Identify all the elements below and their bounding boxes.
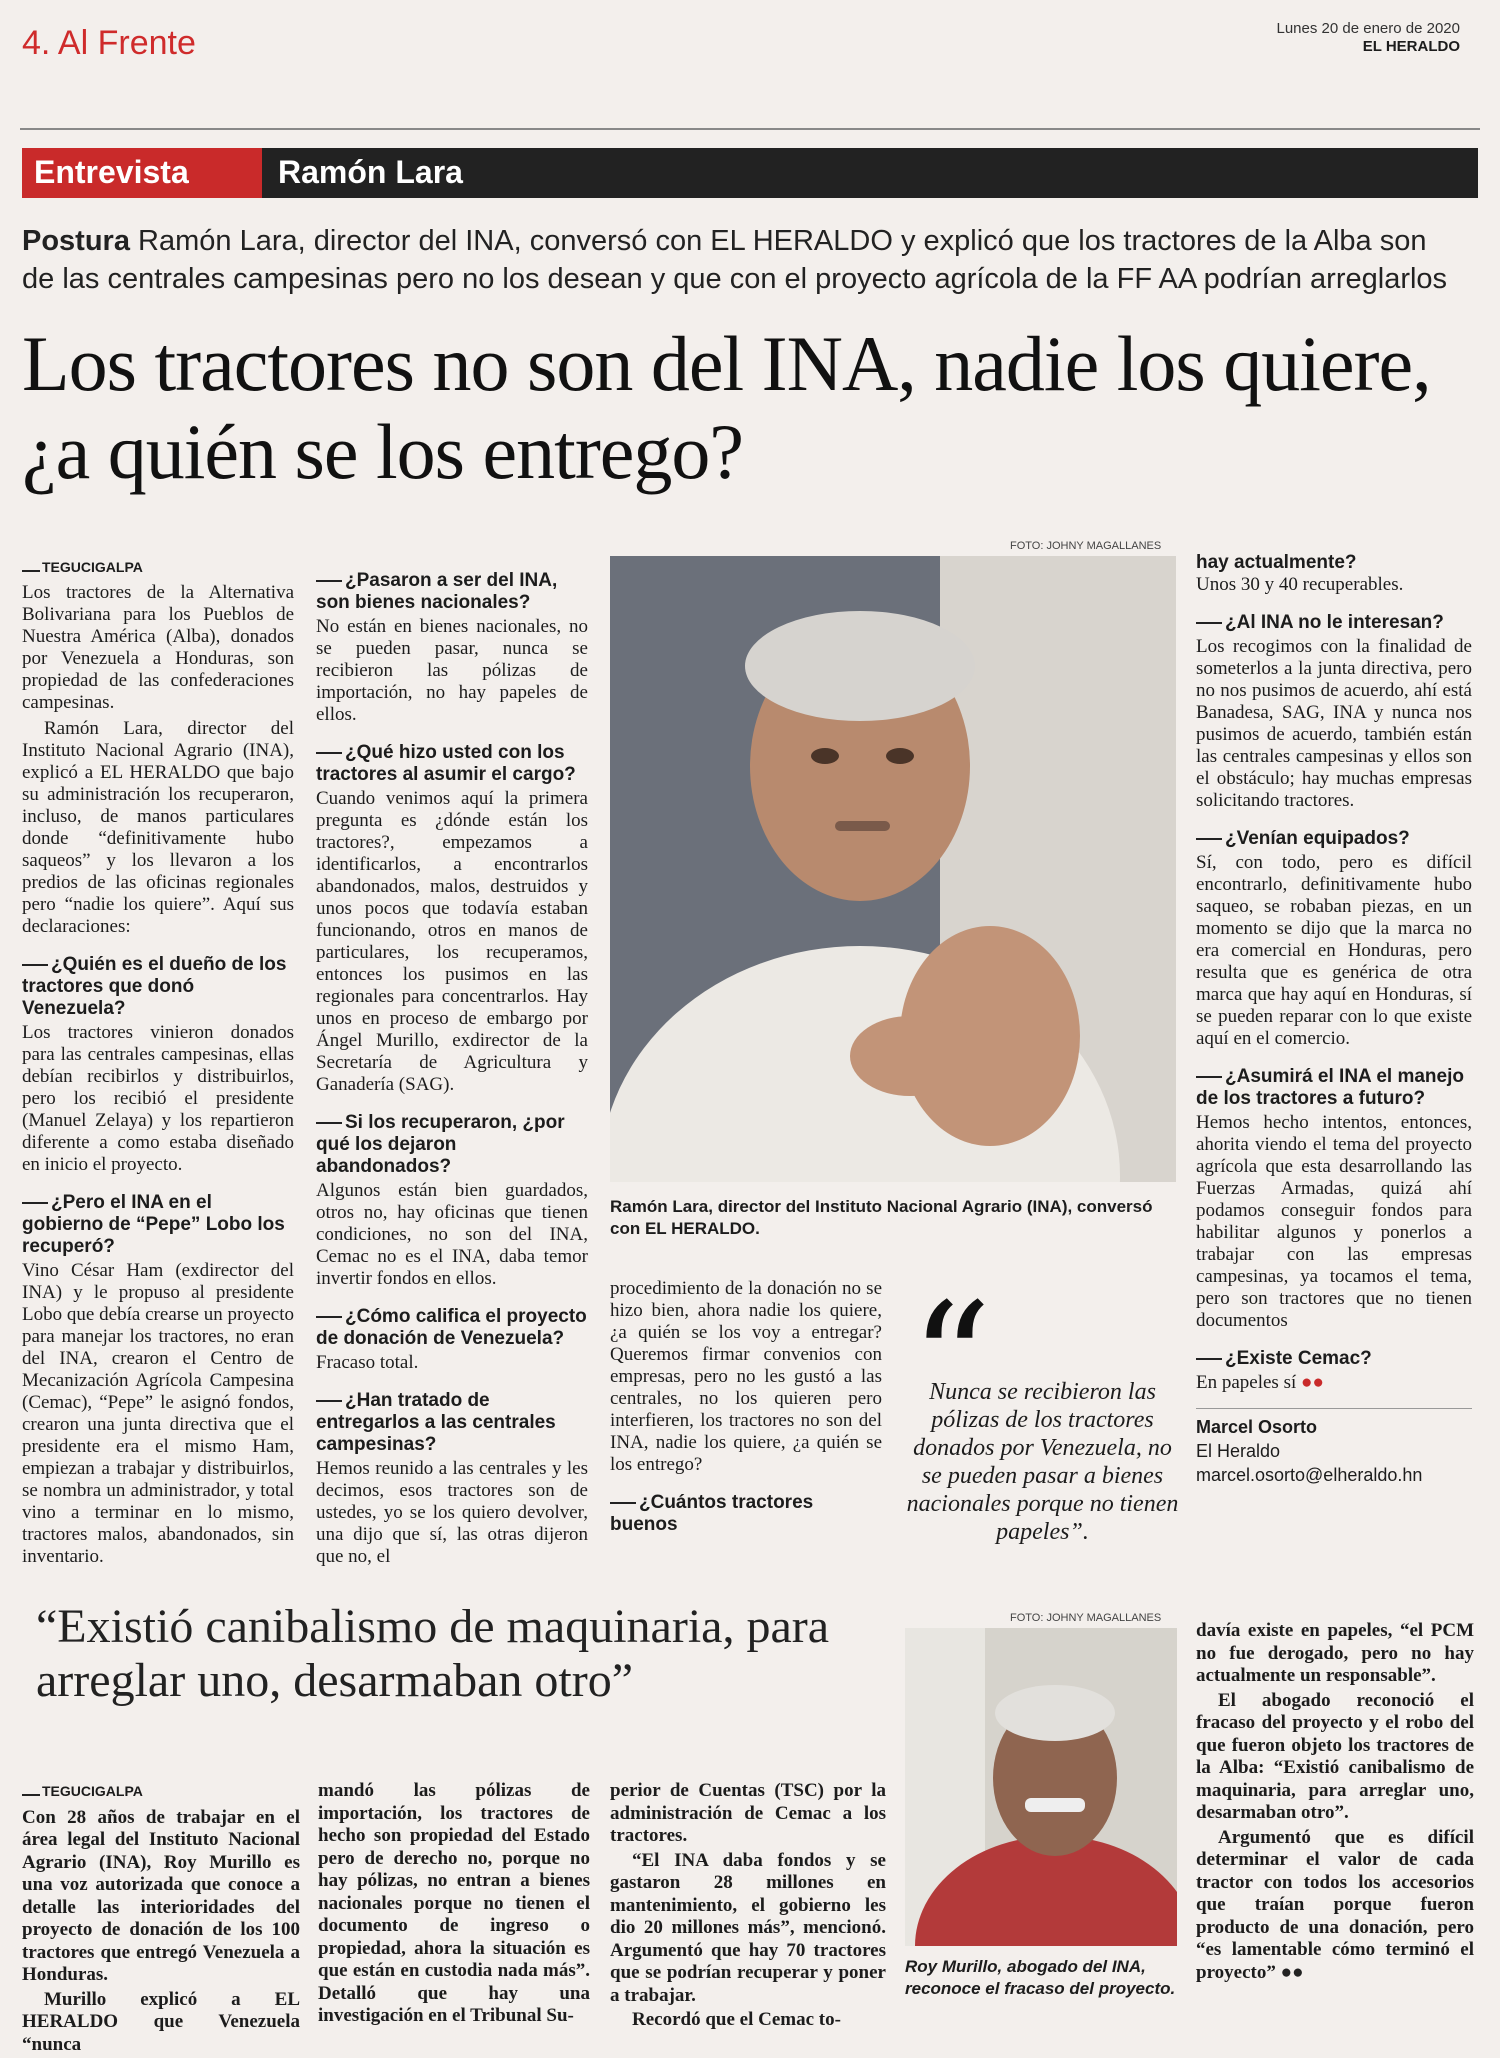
- author-name: Marcel Osorto: [1196, 1417, 1318, 1437]
- question: ¿Al INA no le interesan?: [1196, 612, 1472, 634]
- answer: [1196, 1372, 1472, 1394]
- column-1: [22, 556, 294, 1572]
- paragraph: mandó las pólizas de importación, los tractores de hecho son propiedad del Estado pero de derecho no, porque no hay pólizas, no entran a bienes nacionales porque no tienen el documento de ingreso o propiedad, ahora la situación es que están en custodia nada más”. Detalló que hay una investigación en el Tribunal Su-: [318, 1780, 590, 2026]
- answer: Vino César Ham (exdirector del INA) y le propuso al presidente Lobo que debía crearse un proyecto para manejar los tractores, no eran del INA, crearon el Centro de Mecanización Agrícola Campesina (Cemac), “Pepe” le asignó fondos, crearon una junta directiva que el presidente era el mismo Ham, empiezan a trabajar y distribuirlos, se nombra un administrador, y total vino a terminar en lo mismo, tractores malos, abandonados, sin inventario.: [22, 1260, 294, 1567]
- paragraph: davía existe en papeles, “el PCM no fue derogado, pero no hay actualmente un responsable”.: [1196, 1620, 1474, 1686]
- answer: Los recogimos con la finalidad de someterlos a la junta directiva, pero no nos pusimos de acuerdo, ahí está Banadesa, SAG, INA y nunca nos pusimos de acuerdo, también están las centrales campesinas y ellos son el obstáculo; hay muchas empresas solicitando tractores.: [1196, 636, 1472, 811]
- second-column-2: [318, 1780, 590, 2030]
- question: ¿Pero el INA en el gobierno de “Pepe” Lobo los recuperó?: [22, 1192, 294, 1258]
- paragraph: Los tractores de la Alternativa Bolivariana para los Pueblos de Nuestra América (Alba), donados por Venezuela a Honduras, son propiedad de las confederaciones campesinas.: [22, 582, 294, 713]
- answer-continued-question: hay actualmente?: [1196, 552, 1357, 573]
- issue-date: Lunes 20 de enero de 2020: [1276, 20, 1460, 37]
- paragraph: perior de Cuentas (TSC) por la administración de Cemac a los tractores.: [610, 1780, 886, 1846]
- brand-name: EL HERALDO: [1362, 38, 1460, 55]
- header-rule: [20, 128, 1480, 130]
- murillo-photo: [905, 1628, 1177, 1946]
- question: Si los recuperaron, ¿por qué los dejaron abandonados?: [316, 1112, 588, 1178]
- paragraph: Con 28 años de trabajar en el área legal del Instituto Nacional Agrario (INA), Roy Murillo es una voz autorizada que conoce a detalle las interioridades del proyecto de donación de los 100 tractores que entregó Venezuela a Honduras.: [22, 1806, 300, 1985]
- end-mark: ●●: [1280, 1961, 1304, 1983]
- second-column-1: [22, 1780, 300, 2058]
- question: ¿Cómo califica el proyecto de donación de Venezuela?: [316, 1306, 587, 1349]
- quote-mark: “: [910, 1268, 992, 1455]
- tag-label: Entrevista: [22, 148, 262, 198]
- answer: No están en bienes nacionales, no se pueden pasar, nunca se recibieron las pólizas de importación, no hay papeles de ellos.: [316, 616, 588, 725]
- portrait-illustration: [610, 556, 1176, 1182]
- section-tag-bar: [22, 148, 1478, 198]
- answer: Unos 30 y 40 recuperables.: [1196, 574, 1404, 595]
- answer: Fracaso total.: [316, 1352, 419, 1373]
- photo-credit: FOTO: JOHNY MAGALLANES: [1010, 1612, 1162, 1624]
- deck-lead: Postura: [22, 225, 130, 257]
- deck-text: Ramón Lara, director del INA, conversó con EL HERALDO y explicó que los tractores de la Alba son de las centrales campesinas pero no los desean y que con el proyecto agrícola de la FF AA podrían arreglarlos: [22, 225, 1448, 295]
- section-name: 4. Al Frente: [22, 24, 196, 62]
- question: ¿Existe Cemac?: [1196, 1348, 1472, 1370]
- answer-text: En papeles sí: [1196, 1372, 1297, 1393]
- answer: procedimiento de la donación no se hizo bien, ahora nadie los quiere, ¿a quién se los voy a entregar? Queremos firmar convenios con empresas, pero no les gustó a las centrales, no los quieren pero interfieren, los tractores no son del INA, nadie los quiere, ¿a quién se los entrego?: [610, 1278, 882, 1475]
- answer: Hemos reunido a las centrales y les decimos, esos tractores son de ustedes, yo se los quiero devolver, una dijo que sí, las otras dijeron que no, el: [316, 1458, 588, 1567]
- question: ¿Asumirá el INA el manejo de los tractores a futuro?: [1196, 1066, 1472, 1110]
- author-email: marcel.osorto@elheraldo.hn: [1196, 1465, 1423, 1485]
- question: ¿Venían equipados?: [1196, 828, 1472, 850]
- interview-photo: [610, 556, 1176, 1182]
- dateline: TEGUCIGALPA: [22, 1780, 300, 1803]
- paragraph: El abogado reconoció el fracaso del proyecto y el robo del que fueron objeto los tractores de la Alba: “Existió canibalismo de maquinaria, para arreglar uno, desarmaban otro”.: [1196, 1689, 1474, 1823]
- answer: Sí, con todo, pero es difícil encontrarlo, definitivamente hubo saqueo, se robaban piezas, en un momento se dijo que la marca no era comercial en Honduras, pero resulta que es genérica de otra marca que hay aquí en Honduras, sí se pueden reparar con lo que existe aquí en el comercio.: [1196, 852, 1472, 1049]
- photo-caption: Roy Murillo, abogado del INA, reconoce el fracaso del proyecto.: [905, 1957, 1176, 1998]
- paragraph: Recordó que el Cemac to-: [632, 2009, 841, 2030]
- question: ¿Cuántos tractores buenos: [610, 1492, 882, 1536]
- answer: Algunos están bien guardados, otros no, hay oficinas que tienen condiciones, no son del INA, Cemac no es el INA, daba temor invertir fondos en ellos.: [316, 1180, 588, 1289]
- end-mark: ●●: [1301, 1372, 1324, 1393]
- question: ¿Han tratado de entregarlos a las centrales campesinas?: [316, 1390, 588, 1456]
- answer: Hemos hecho intentos, entonces, ahorita viendo el tema del proyecto agrícola que esta desarrollando las Fuerzas Armadas, quizá ahí podamos conseguir fondos para habilitar algunos y ponerlos a trabajar con las empresas campesinas, ya tocamos el tema, pero son tractores que no tienen documentos: [1196, 1112, 1472, 1331]
- answer: Los tractores vinieron donados para las centrales campesinas, ellas debían recibirlos y distribuirlos, pero los recibió el presidente (Manuel Zelaya) y los repartieron diferente a como estaba diseñado en inicio el proyecto.: [22, 1022, 294, 1175]
- paragraph: Murillo explicó a EL HERALDO que Venezuela “nunca: [22, 1988, 300, 2055]
- question: ¿Qué hizo usted con los tractores al asumir el cargo?: [316, 742, 588, 786]
- question: ¿Pasaron a ser del INA, son bienes nacionales?: [316, 570, 588, 614]
- column-2: [316, 570, 588, 1572]
- paragraph: Ramón Lara, director del Instituto Nacional Agrario (INA), explicó a EL HERALDO que bajo su administración los recuperaron, incluso, de manos particulares donde “definitivamente hubo saqueos” y los llevaron a los predios de las oficinas regionales pero “nadie los quiere”. Aquí sus declaraciones:: [22, 718, 294, 937]
- answer: Cuando venimos aquí la primera pregunta es ¿dónde están los tractores?, empezamos a identificarlos, a encontrarlos abandonados, malos, destruidos y unos pocos que todavía estaban funcionando, otros en manos de particulares, los recuperamos, entonces los pusimos en las regionales para concentrarlos. Hay unos en proceso de embargo por Ángel Murillo, exdirector de la Secretaría de Agricultura y Ganadería (SAG).: [316, 788, 588, 1095]
- pull-quote: Nunca se recibieron las pólizas de los tractores donados por Venezuela, no se pueden pasar a bienes nacionales porque no tienen papeles”.: [906, 1379, 1179, 1545]
- second-headline: “Existió canibalismo de maquinaria, para arreglar uno, desarmaban otro”: [36, 1600, 830, 1707]
- second-column-3: [610, 1780, 886, 2034]
- dateline: TEGUCIGALPA: [22, 556, 294, 578]
- author-outlet: El Heraldo: [1196, 1441, 1281, 1461]
- byline: [1196, 1408, 1472, 1487]
- portrait-illustration: [905, 1628, 1177, 1946]
- column-3: [610, 1278, 882, 1538]
- second-column-4: [1196, 1620, 1474, 1986]
- paragraph: “El INA daba fondos y se gastaron 28 millones en mantenimiento, el gobierno les dio 20 millones más”, mencionó. Argumentó que hay 70 tractores que se podrían recuperar y poner a trabajar.: [610, 1849, 886, 2006]
- question: ¿Quién es el dueño de los tractores que donó Venezuela?: [22, 954, 294, 1020]
- photo-caption: Ramón Lara, director del Instituto Nacional Agrario (INA), conversó con EL HERALDO.: [610, 1197, 1153, 1238]
- photo-credit: FOTO: JOHNY MAGALLANES: [1010, 540, 1162, 552]
- tag-name: Ramón Lara: [278, 154, 463, 190]
- paragraph-text: Argumentó que es difícil determinar el valor de cada tractor con todos los accesorios que traían porque fueron producto de una donación, pero “es lamentable cómo terminó el proyecto”: [1196, 1826, 1474, 1983]
- main-headline: Los tractores no son del INA, nadie los quiere, ¿a quién se los entrego?: [22, 320, 1431, 495]
- deck: [22, 222, 1462, 298]
- paragraph: [1196, 1827, 1474, 1985]
- column-4: [1196, 552, 1472, 1487]
